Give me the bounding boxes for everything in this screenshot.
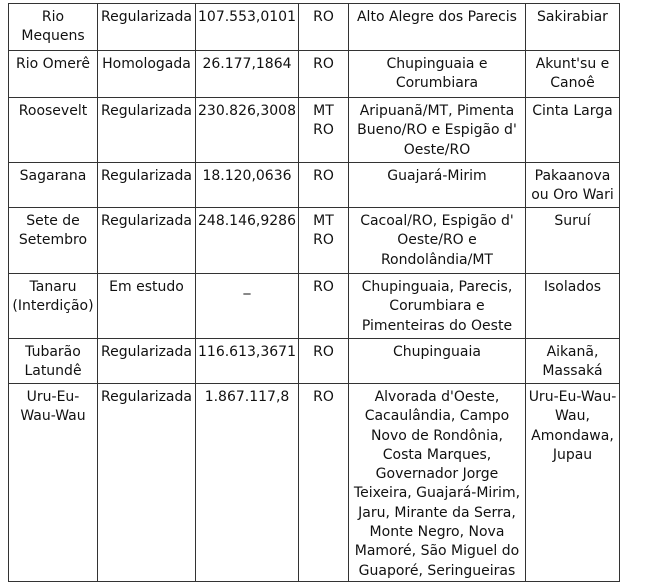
cell-uf: RO [298, 163, 348, 208]
cell-uf: RO [298, 4, 348, 51]
cell-status: Regularizada [98, 208, 196, 274]
cell-terra-name: Rio Omerê [9, 51, 98, 98]
cell-terra-name: Sete de Setembro [9, 208, 98, 274]
cell-municipios: Cacoal/RO, Espigão d' Oeste/RO e Rondolândia/MT [348, 208, 525, 274]
cell-municipios: Aripuanã/MT, Pimenta Bueno/RO e Espigão d' Oeste/RO [348, 98, 525, 163]
cell-area: 18.120,0636 [196, 163, 299, 208]
table-row [9, 208, 620, 274]
cell-status: Em estudo [98, 274, 196, 339]
table-row [9, 384, 620, 582]
cell-uf: RO [298, 339, 348, 384]
table-row [9, 339, 620, 384]
cell-status: Regularizada [98, 98, 196, 163]
cell-terra-name: Sagarana [9, 163, 98, 208]
cell-uf: RO [298, 51, 348, 98]
cell-uf: MT RO [298, 208, 348, 274]
cell-area: 107.553,0101 [196, 4, 299, 51]
cell-status: Regularizada [98, 339, 196, 384]
table-row [9, 98, 620, 163]
cell-terra-name: Uru-Eu-Wau-Wau [9, 384, 98, 582]
cell-terra-name: Rio Mequens [9, 4, 98, 51]
cell-terra-name: Tanaru (Interdição) [9, 274, 98, 339]
cell-area: 248.146,9286 [196, 208, 299, 274]
table-row [9, 274, 620, 339]
cell-municipios: Alvorada d'Oeste, Cacaulândia, Campo Novo de Rondônia, Costa Marques, Governador Jorge Teixeira, Guajará-Mirim, Jaru, Mirante da Serra, Monte Negro, Nova Mamoré, São Miguel do Guaporé, Seringueiras [348, 384, 525, 582]
cell-uf: RO [298, 274, 348, 339]
cell-area: 230.826,3008 [196, 98, 299, 163]
cell-area: 116.613,3671 [196, 339, 299, 384]
cell-area: 26.177,1864 [196, 51, 299, 98]
terras-indigenas-table [8, 3, 620, 582]
cell-area: 1.867.117,8 [196, 384, 299, 582]
cell-status: Regularizada [98, 163, 196, 208]
table-row [9, 51, 620, 98]
cell-povo: Pakaanova ou Oro Wari [525, 163, 619, 208]
cell-uf: MT RO [298, 98, 348, 163]
cell-municipios: Guajará-Mirim [348, 163, 525, 208]
cell-status: Regularizada [98, 384, 196, 582]
cell-povo: Suruí [525, 208, 619, 274]
cell-status: Homologada [98, 51, 196, 98]
cell-povo: Uru-Eu-Wau-Wau, Amondawa, Jupau [525, 384, 619, 582]
cell-povo: Akunt'su e Canoê [525, 51, 619, 98]
table-row [9, 163, 620, 208]
cell-povo: Cinta Larga [525, 98, 619, 163]
cell-area: _ [196, 274, 299, 339]
cell-uf: RO [298, 384, 348, 582]
cell-municipios: Alto Alegre dos Parecis [348, 4, 525, 51]
cell-povo: Sakirabiar [525, 4, 619, 51]
cell-status: Regularizada [98, 4, 196, 51]
cell-terra-name: Tubarão Latundê [9, 339, 98, 384]
cell-povo: Isolados [525, 274, 619, 339]
cell-municipios: Chupinguaia [348, 339, 525, 384]
cell-municipios: Chupinguaia e Corumbiara [348, 51, 525, 98]
cell-terra-name: Roosevelt [9, 98, 98, 163]
table-row [9, 4, 620, 51]
cell-municipios: Chupinguaia, Parecis, Corumbiara e Pimenteiras do Oeste [348, 274, 525, 339]
cell-povo: Aikanã, Massaká [525, 339, 619, 384]
